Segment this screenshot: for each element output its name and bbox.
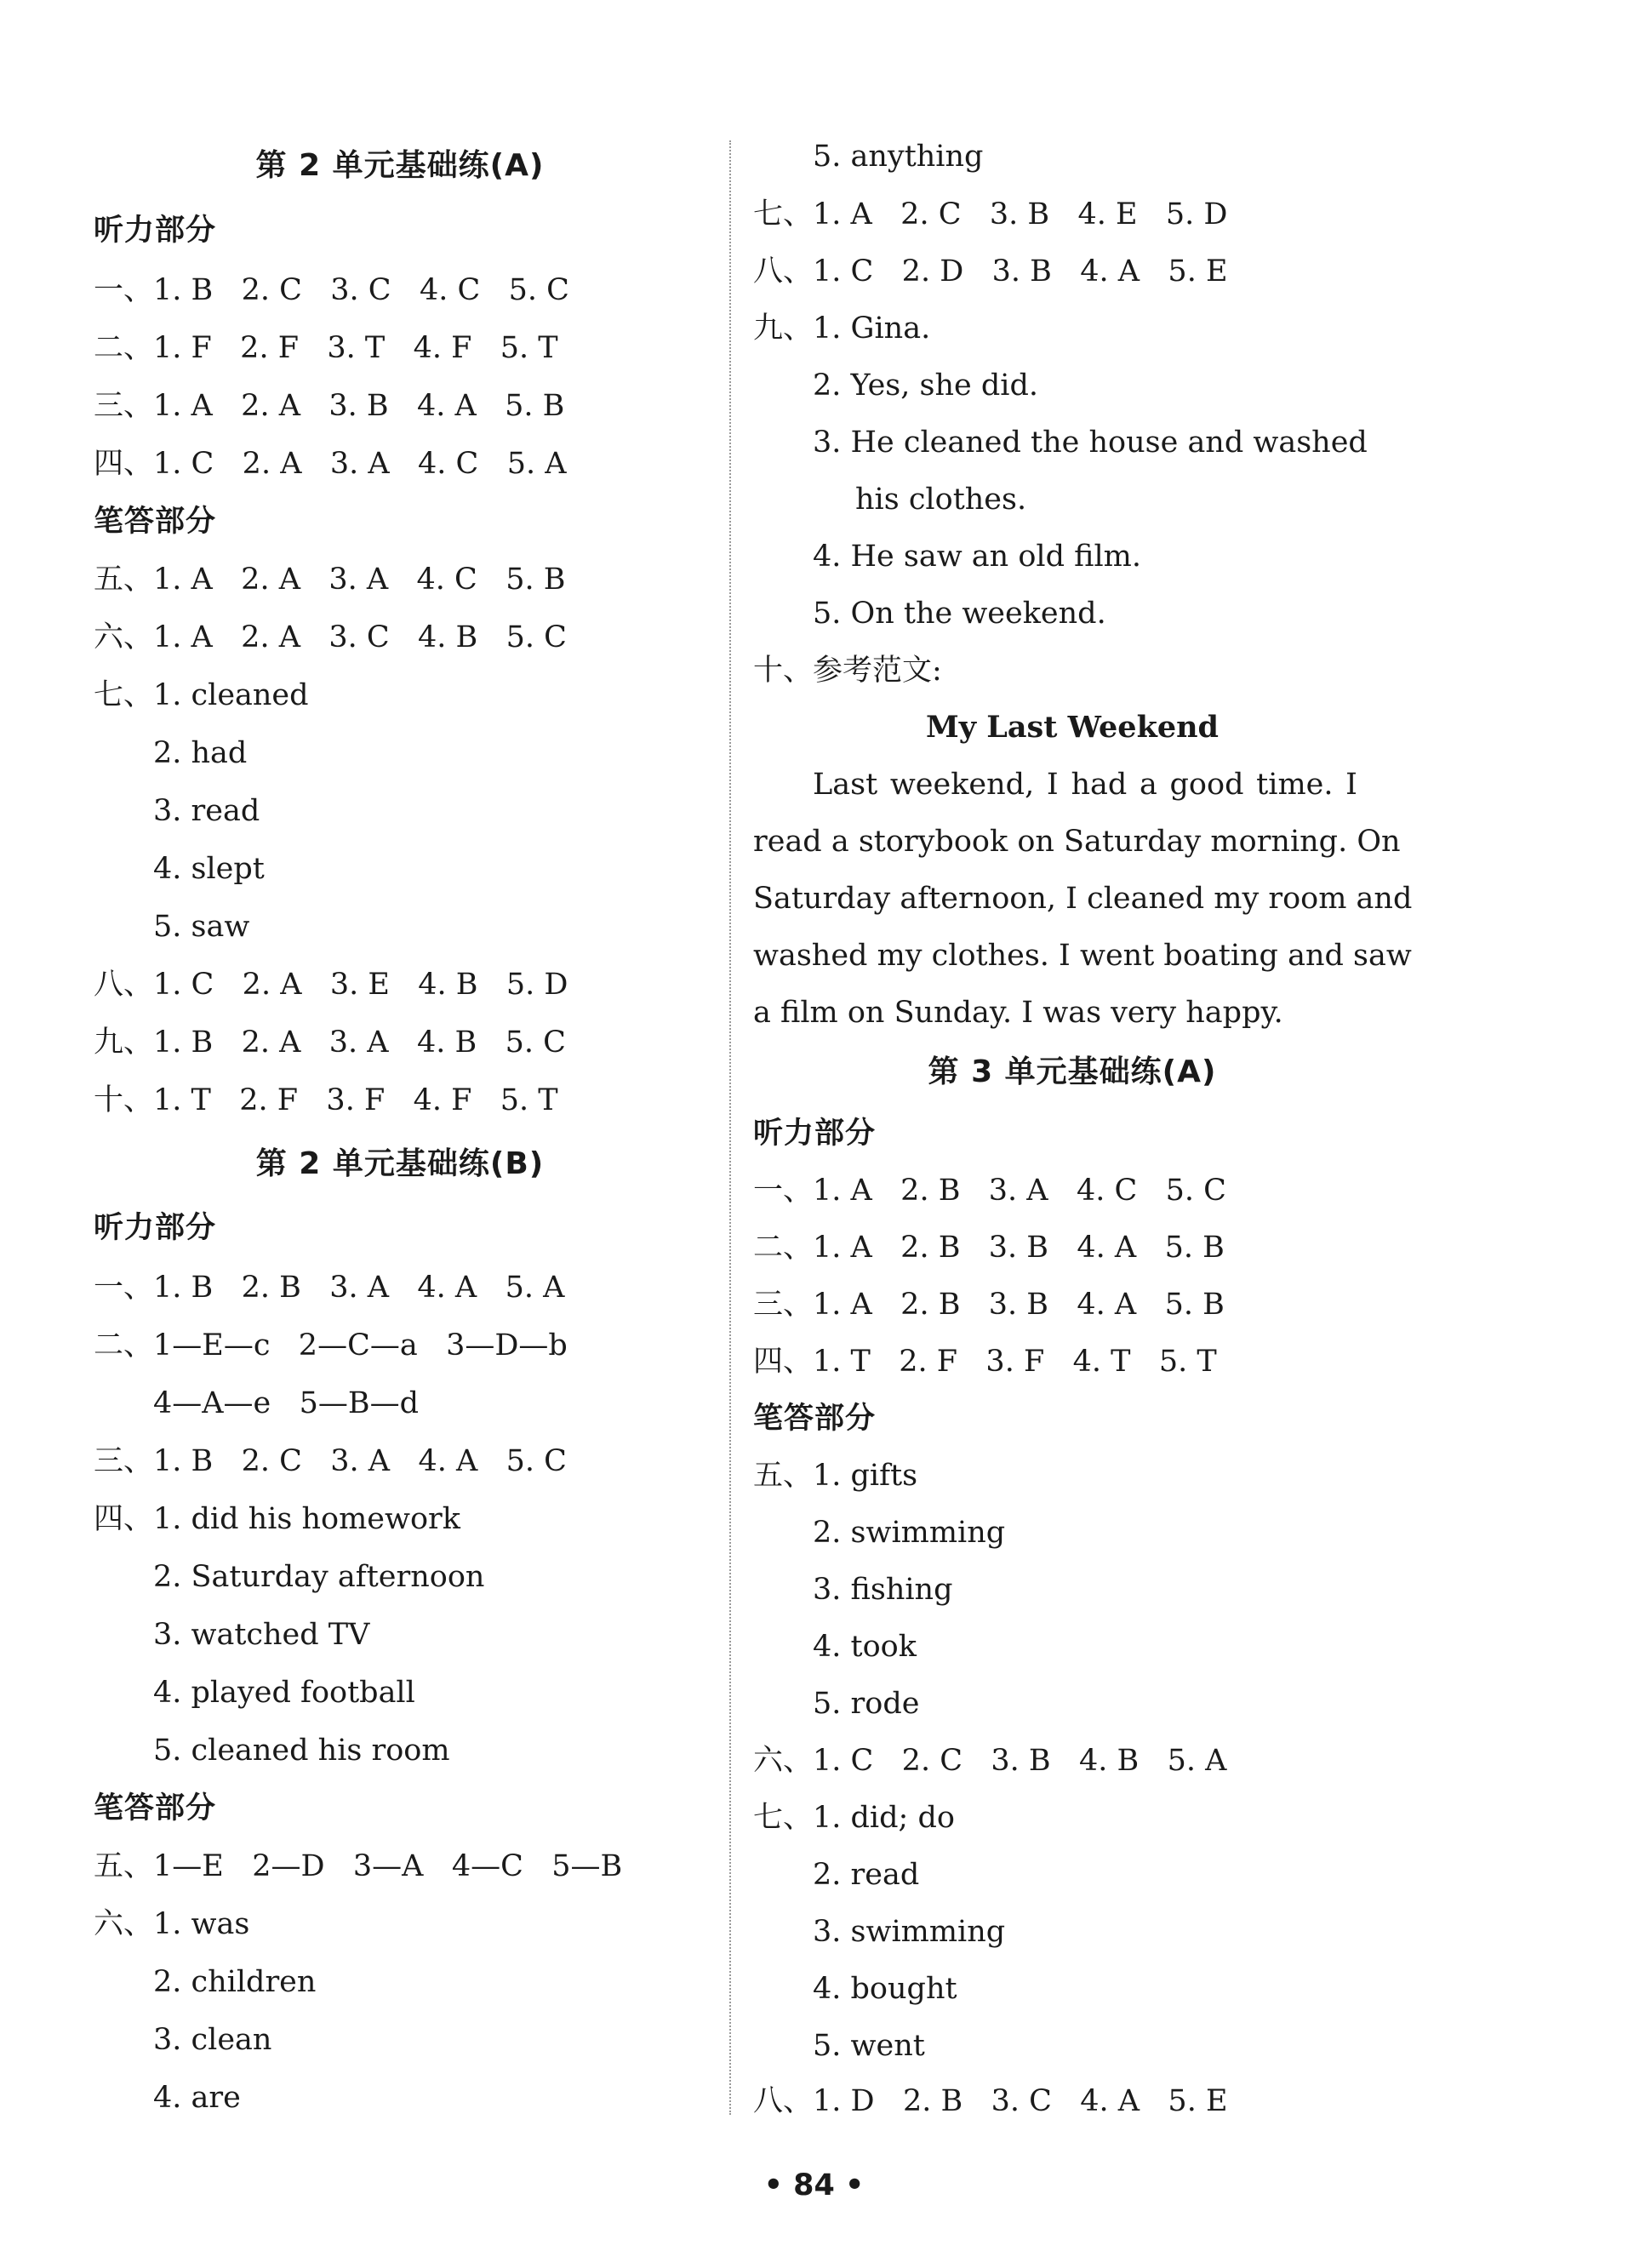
answer-line: 八、1. C 2. A 3. E 4. B 5. D bbox=[94, 968, 568, 1002]
listening-heading: 听力部分 bbox=[753, 1117, 877, 1151]
answer-line: 四、1. T 2. F 3. F 4. T 5. T bbox=[753, 1345, 1217, 1379]
answer-line: 三、1. A 2. B 3. B 4. A 5. B bbox=[753, 1288, 1225, 1322]
answer-line: 5. went bbox=[813, 2029, 925, 2063]
answer-line: 九、1. B 2. A 3. A 4. B 5. C bbox=[94, 1025, 566, 1060]
answer-line: 六、1. A 2. A 3. C 4. B 5. C bbox=[94, 620, 567, 654]
answer-line: 2. children bbox=[153, 1965, 317, 1999]
answer-line: 二、1—E—c 2—C—a 3—D—b bbox=[94, 1328, 568, 1363]
essay-title: My Last Weekend bbox=[925, 710, 1220, 745]
unit2b-title: 第 2 单元基础练(B) bbox=[255, 1146, 545, 1181]
answer-line: 2. Saturday afternoon bbox=[153, 1560, 485, 1594]
answer-line: 4—A—e 5—B—d bbox=[153, 1386, 420, 1420]
answer-line: 七、1. A 2. C 3. B 4. E 5. D bbox=[753, 197, 1228, 231]
column-divider bbox=[729, 140, 731, 2115]
writing-heading: 笔答部分 bbox=[753, 1402, 877, 1436]
essay-line: Saturday afternoon, I cleaned my room and bbox=[753, 882, 1413, 916]
answer-line: 4. slept bbox=[153, 852, 265, 886]
essay-line: a film on Sunday. I was very happy. bbox=[753, 996, 1283, 1030]
answer-line: 五、1. A 2. A 3. A 4. C 5. B bbox=[94, 563, 566, 597]
answer-line: 四、1. C 2. A 3. A 4. C 5. A bbox=[94, 447, 567, 481]
answer-line: 一、1. A 2. B 3. A 4. C 5. C bbox=[753, 1174, 1226, 1208]
answer-line: 3. He cleaned the house and washed bbox=[813, 426, 1368, 460]
answer-line: 五、1—E 2—D 3—A 4—C 5—B bbox=[94, 1849, 623, 1883]
unit3a-title: 第 3 单元基础练(A) bbox=[928, 1054, 1217, 1089]
answer-line: 4. are bbox=[153, 2081, 241, 2115]
answer-line: 七、1. did; do bbox=[753, 1801, 955, 1835]
answer-line: 3. fishing bbox=[813, 1573, 953, 1607]
listening-heading: 听力部分 bbox=[94, 214, 217, 248]
answer-line: 八、1. D 2. B 3. C 4. A 5. E bbox=[753, 2084, 1228, 2118]
answer-line: 5. cleaned his room bbox=[153, 1734, 450, 1768]
answer-line: 4. He saw an old film. bbox=[813, 540, 1141, 574]
essay-line: Last weekend, I had a good time. I bbox=[813, 768, 1357, 802]
listening-heading: 听力部分 bbox=[94, 1211, 217, 1245]
writing-heading: 笔答部分 bbox=[94, 505, 217, 539]
answer-line: 八、1. C 2. D 3. B 4. A 5. E bbox=[753, 254, 1228, 288]
answer-line: 一、1. B 2. C 3. C 4. C 5. C bbox=[94, 273, 569, 307]
answer-line: 四、1. did his homework bbox=[94, 1502, 460, 1536]
answer-line: 三、1. A 2. A 3. B 4. A 5. B bbox=[94, 389, 565, 423]
answer-line: 4. took bbox=[813, 1630, 917, 1664]
answer-line: 一、1. B 2. B 3. A 4. A 5. A bbox=[94, 1271, 565, 1305]
answer-line: 2. read bbox=[813, 1858, 920, 1892]
answer-line: 2. swimming bbox=[813, 1516, 1006, 1550]
answer-line: 5. anything bbox=[813, 140, 984, 174]
answer-line: 5. saw bbox=[153, 910, 250, 944]
answer-line: 五、1. gifts bbox=[753, 1459, 918, 1493]
answer-line: 4. played football bbox=[153, 1676, 415, 1710]
answer-line: 六、1. was bbox=[94, 1907, 250, 1941]
answer-line: 三、1. B 2. C 3. A 4. A 5. C bbox=[94, 1444, 567, 1478]
answer-line: 二、1. A 2. B 3. B 4. A 5. B bbox=[753, 1231, 1225, 1265]
answer-line: 4. bought bbox=[813, 1972, 957, 2006]
answer-line: 六、1. C 2. C 3. B 4. B 5. A bbox=[753, 1744, 1227, 1778]
essay-line: washed my clothes. I went boating and saw bbox=[753, 939, 1412, 973]
answer-line: 十、参考范文: bbox=[753, 654, 942, 688]
answer-line: his clothes. bbox=[855, 483, 1027, 517]
answer-line: 5. On the weekend. bbox=[813, 597, 1106, 631]
answer-line: 3. clean bbox=[153, 2023, 272, 2057]
answer-line: 十、1. T 2. F 3. F 4. F 5. T bbox=[94, 1083, 558, 1117]
answer-line: 2. had bbox=[153, 736, 248, 770]
unit2a-title: 第 2 单元基础练(A) bbox=[255, 148, 545, 183]
answer-line: 七、1. cleaned bbox=[94, 678, 309, 712]
page-number: • 84 • bbox=[763, 2168, 865, 2202]
answer-line: 3. watched TV bbox=[153, 1618, 370, 1652]
essay-line: read a storybook on Saturday morning. On bbox=[753, 825, 1401, 859]
answer-line: 3. swimming bbox=[813, 1915, 1006, 1949]
answer-line: 二、1. F 2. F 3. T 4. F 5. T bbox=[94, 331, 558, 365]
answer-line: 3. read bbox=[153, 794, 260, 828]
writing-heading: 笔答部分 bbox=[94, 1791, 217, 1825]
answer-line: 九、1. Gina. bbox=[753, 311, 931, 346]
answer-line: 5. rode bbox=[813, 1687, 920, 1721]
answer-line: 2. Yes, she did. bbox=[813, 368, 1038, 403]
